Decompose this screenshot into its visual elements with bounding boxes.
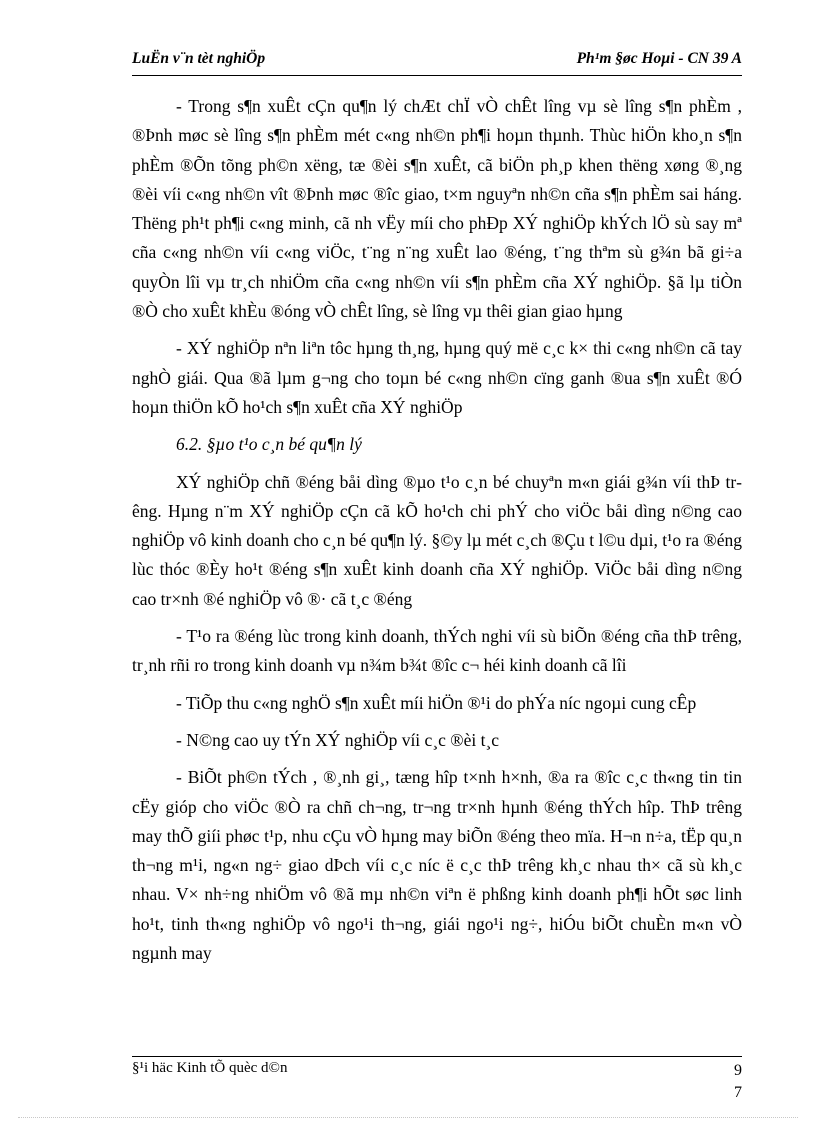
footer-university-label: §¹i häc Kinh tÕ quèc d©n xyxy=(132,1060,288,1076)
page-number-line-2: 7 xyxy=(734,1084,742,1101)
paragraph-technology-adoption: - TiÕp thu c«ng nghÖ s¶n xuÊt míi hiÖn ®¹i do phÝa níc ngoµi cung cÊp xyxy=(176,692,697,713)
paragraph-staff-training: XÝ nghiÖp chñ ®éng båi dìng ®µo t¹o c¸n bé chuyªn m«n giái g¾n víi thÞ trêng. Hµng n¨m XÝ nghiÖp cÇn cã kÕ ho¹ch chi phÝ cho viÖc båi dìng n©ng cao nghiÖp vô kinh doanh cho c¸n bé qu¶n lý. §©y lµ mét c¸ch ®Çu t l©u dµi, t¹o ra ®éng lùc thóc ®Èy ho¹t ®éng s¶n xuÊt kinh doanh cña XÝ nghiÖp. ViÖc båi dìng n©ng cao tr×nh ®é nghiÖp vô ®· cã t¸c ®éng xyxy=(132,471,742,609)
header-rule xyxy=(132,75,742,76)
page-number-line-1: 9 xyxy=(734,1062,742,1079)
paragraph-skill-contests: - XÝ nghiÖp nªn liªn tôc hµng th¸ng, hµng quý më c¸c k× thi c«ng nh©n cã tay nghÒ giái. Qua ®ã lµm g¬ng cho toµn bé c«ng nh©n cïng ganh ®ua s¶n xuÊt ®Ó hoµn thiÖn kÕ ho¹ch s¶n xuÊt cña XÝ nghiÖp xyxy=(132,338,742,417)
paragraph-quality-management: - Trong s¶n xuÊt cÇn qu¶n lý chÆt chÏ vÒ chÊt lîng vµ sè lîng s¶n phÈm , ®Þnh møc sè lîng s¶n phÈm mét c«ng nh©n ph¶i hoµn thµnh. Thùc hiÖn kho¸n s¶n phÈm ®Õn tõng ph©n xëng, tæ ®èi s¶n xuÊt, cã biÖn ph¸p khen thëng xøng ®¸ng ®èi víi c«ng nh©n vît ®Þnh møc ®îc giao, t×m nguyªn nh©n cña s¶n phÈm sai háng. Thëng ph¹t ph¶i c«ng minh, cã nh vËy míi cho phÐp XÝ nghiÖp khÝch lÖ sù say mª cña c«ng nh©n víi c«ng viÖc, t¨ng n¨ng xuÊt lao ®éng, t¨ng thªm sù g¾n bã gi÷a quyÒn lîi vµ tr¸ch nhiÖm cña c«ng nh©n víi s¶n phÈm cña XÝ nghiÖp. §ã lµ tiÒn ®Ò cho xuÊt khÈu ®óng vÒ chÊt lîng, sè lîng vµ thêi gian giao hµng xyxy=(132,96,742,322)
paragraph-analysis-skills: - BiÕt ph©n tÝch , ®¸nh gi¸, tæng hîp t×nh h×nh, ®a ra ®îc c¸c th«ng tin tin cËy gióp cho viÖc ®Ò ra chñ ch¬ng, tr¬ng tr×nh hµnh ®éng thÝch hîp. ThÞ trêng may thÕ giíi phøc t¹p, nhu cÇu vÒ hµng may biÕn ®éng theo mïa. H¬n n÷a, tËp qu¸n th¬ng m¹i, ng«n ng÷ giao dÞch víi c¸c níc ë c¸c thÞ trêng kh¸c nhau th× cã sù kh¸c nhau. V× nh÷ng nhiÖm vô ®ã mµ nh©n viªn ë phßng kinh doanh ph¶i hÕt søc linh ho¹t, tinh th«ng nghiÖp vô ngo¹i th¬ng, giái ngo¹i ng÷, hiÓu biÕt chuÈn m«n vÒ ngµnh may xyxy=(132,767,742,964)
page-boundary-line xyxy=(18,1117,798,1118)
page-header xyxy=(132,50,742,72)
paragraph-reputation: - N©ng cao uy tÝn XÝ nghiÖp víi c¸c ®èi t¸c xyxy=(176,729,500,750)
page-number xyxy=(712,1060,742,1104)
footer-rule xyxy=(132,1056,742,1057)
paragraph-business-motivation: - T¹o ra ®éng lùc trong kinh doanh, thÝch nghi víi sù biÕn ®éng cña thÞ trêng, tr¸nh rñi ro trong kinh doanh vµ n¾m b¾t ®îc c¬ héi kinh doanh cã lîi xyxy=(132,626,742,676)
header-author-label: Ph¹m §øc Hoµi - CN 39 A xyxy=(576,50,742,67)
section-heading: 6.2. §µo t¹o c¸n bé qu¶n lý xyxy=(176,434,362,455)
header-thesis-label: LuËn v¨n tèt nghiÖp xyxy=(132,50,266,67)
document-body xyxy=(132,92,742,976)
